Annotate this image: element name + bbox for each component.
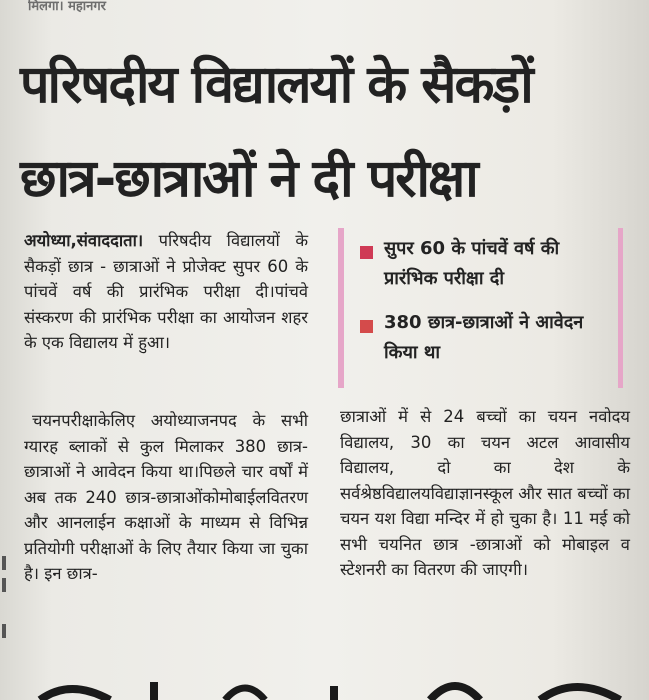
square-bullet-icon bbox=[360, 246, 373, 259]
margin-mark bbox=[2, 624, 6, 638]
column-2-body: छात्राओं में से 24 बच्चों का चयन नवोदय विद्यालय, 30 का चयन अटल आवासीय विद्यालय, दो का देश के सर्वश्रेष्ठविद्यालयविद्याज्ञानस्कूल और सात बच्चों का चयन यश विद्या मन्दिर में हो चुका है। 11 मई को सभी चयनित छात्र -छात्राओं को मोबाइल व स्टेशनरी का वितरण की जाएगी। bbox=[340, 407, 630, 579]
highlights-box bbox=[338, 228, 623, 388]
margin-mark bbox=[2, 578, 6, 592]
column-1-body: चयनपरीक्षाकेलिए अयोध्याजनपद के सभी ग्यारह ब्लाकों से कुल मिलाकर 380 छात्र-छात्राओं ने आवेदन किया था।पिछले चार वर्षों में अब तक 240 छात्र-छात्राओंकोमोबाईलवितरण और आनलाईन कक्षाओं के माध्यम से विभिन्न प्रतियोगी परीक्षाओं के लिए तैयार किया जा चुका है। इन छात्र- bbox=[24, 411, 308, 583]
square-bullet-icon bbox=[360, 320, 373, 333]
headline-line-1: परिषदीय विद्यालयों के सैकड़ों bbox=[20, 55, 532, 115]
intro-paragraph: परिषदीय विद्यालयों के सैकड़ों छात्र - छात्राओं ने प्रोजेक्ट सुपर 60 के पांचवें वर्ष की प्रारंभिक परीक्षा दी।पांचवे संस्करण की प्रारंभिक परीक्षा का आयोजन शहर के एक विद्यालय में हुआ। bbox=[24, 231, 308, 352]
margin-mark bbox=[2, 556, 6, 570]
headline-line-2: छात्र-छात्राओं ने दी परीक्षा bbox=[20, 149, 477, 209]
next-headline-fragment bbox=[0, 672, 649, 700]
highlight-item bbox=[366, 234, 616, 294]
highlight-item bbox=[366, 308, 616, 368]
highlight-text: 380 छात्र-छात्राओं ने आवेदन किया था bbox=[384, 312, 584, 363]
highlight-text: सुपर 60 के पांचवें वर्ष की प्रारंभिक परीक्षा दी bbox=[384, 238, 560, 289]
column-1-intro bbox=[24, 228, 308, 356]
headline bbox=[20, 38, 620, 226]
previous-article-fragment: मिलगा। महानगर bbox=[28, 0, 106, 14]
dateline: अयोध्या,संवाददाता। bbox=[24, 231, 144, 250]
